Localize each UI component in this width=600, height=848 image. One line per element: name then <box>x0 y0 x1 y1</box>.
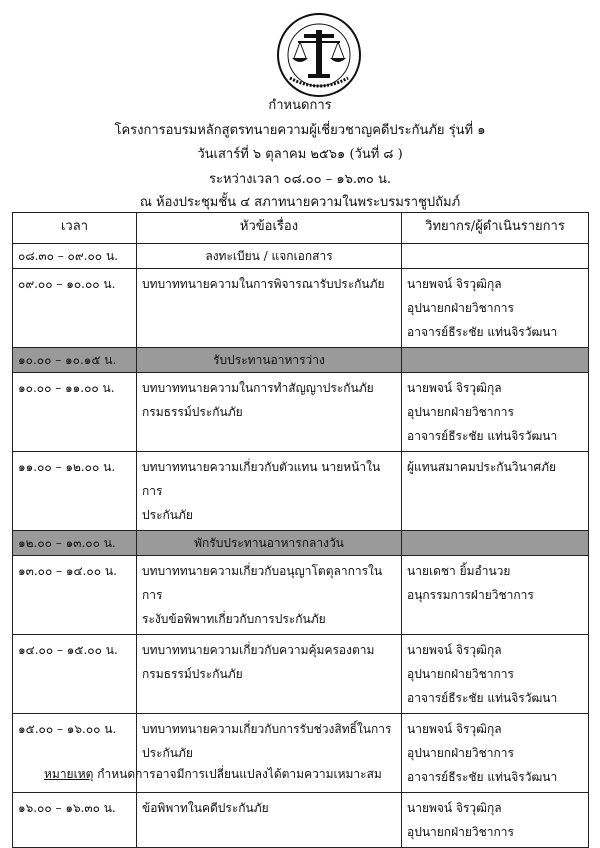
time-cell: ๑๒.๐๐ – ๑๓.๐๐ น. <box>13 531 137 556</box>
speaker-line: อุปนายกฝ่ายวิชาการ <box>407 825 514 839</box>
speaker-cell <box>402 452 589 531</box>
speaker-cell <box>402 635 589 714</box>
topic-line: ลงทะเบียน / แจกเอกสาร <box>205 249 333 263</box>
column-header-speaker: วิทยากร/ผู้ดำเนินรายการ <box>402 213 589 244</box>
speaker-cell <box>402 244 589 269</box>
speaker-cell <box>402 531 589 556</box>
event-date: วันเสาร์ที่ ๖ ตุลาคม ๒๕๖๑ (วันที่ ๘ ) <box>197 147 403 162</box>
topic-cell <box>137 556 402 635</box>
topic-cell <box>137 269 402 348</box>
speaker-line: อาจารย์ธีระชัย แท่นจิรวัฒนา <box>407 770 558 784</box>
time-cell: ๐๘.๓๐ – ๐๙.๐๐ น. <box>13 244 137 269</box>
footnote <box>44 765 382 784</box>
footnote-text: กำหนดการอาจมีการเปลี่ยนแปลงได้ตามความเหมาะสม <box>97 767 382 781</box>
event-time-range: ระหว่างเวลา ๐๘.๐๐ – ๑๖.๓๐ น. <box>209 172 391 187</box>
time-cell: ๑๐.๐๐ – ๑๑.๐๐ น. <box>13 373 137 452</box>
speaker-line: อาจารย์ธีระชัย แท่นจิรวัฒนา <box>407 325 558 339</box>
speaker-cell <box>402 269 589 348</box>
table-row <box>13 635 589 714</box>
speaker-line: อุปนายกฝ่ายวิชาการ <box>407 667 514 681</box>
table-row <box>13 373 589 452</box>
topic-line: บทบาททนายความในการทำสัญญาประกันภัย <box>142 381 374 395</box>
speaker-line: อนุกรรมการฝ่ายวิชาการ <box>407 588 534 602</box>
speaker-line: อุปนายกฝ่ายวิชาการ <box>407 405 514 419</box>
speaker-line: นายพจน์ จิรวุฒิกุล <box>407 277 502 291</box>
topic-cell <box>137 531 402 556</box>
topic-line: กรมธรรม์ประกันภัย <box>142 667 243 681</box>
topic-line: กรมธรรม์ประกันภัย <box>142 405 243 419</box>
time-cell: ๑๑.๐๐ – ๑๒.๐๐ น. <box>13 452 137 531</box>
speaker-cell <box>402 373 589 452</box>
topic-cell <box>137 452 402 531</box>
topic-line: ประกันภัย <box>142 746 193 760</box>
document-title: กำหนดการ <box>268 98 332 113</box>
topic-line: บทบาททนายความเกี่ยวกับการรับช่วงสิทธิ์ในการ <box>142 722 392 736</box>
topic-line: ข้อพิพาทในคดีประกันภัย <box>142 801 269 815</box>
time-cell: ๑๕.๐๐ – ๑๖.๐๐ น. <box>13 714 137 793</box>
schedule-table <box>12 212 589 848</box>
time-cell: ๐๙.๐๐ – ๑๐.๐๐ น. <box>13 269 137 348</box>
topic-line: รับประทานอาหารว่าง <box>213 353 325 367</box>
time-cell: ๑๖.๐๐ – ๑๖.๓๐ น. <box>13 793 137 848</box>
topic-line: บทบาททนายความในการพิจารณารับประกันภัย <box>142 277 385 291</box>
project-name: โครงการอบรมหลักสูตรทนายความผู้เชี่ยวชาญคดีประกันภัย รุ่นที่ ๑ <box>114 123 486 138</box>
speaker-line: นายพจน์ จิรวุฒิกุล <box>407 381 502 395</box>
topic-cell <box>137 348 402 373</box>
topic-cell <box>137 373 402 452</box>
speaker-line: ผู้แทนสมาคมประกันวินาศภัย <box>407 460 557 474</box>
topic-cell <box>137 793 402 848</box>
break-row <box>13 348 589 373</box>
speaker-cell <box>402 793 589 848</box>
speaker-line: อุปนายกฝ่ายวิชาการ <box>407 301 514 315</box>
speaker-line: นายเดชา ยิ้มอำนวย <box>407 564 511 578</box>
speaker-line: อุปนายกฝ่ายวิชาการ <box>407 746 514 760</box>
table-row <box>13 244 589 269</box>
table-row <box>13 793 589 848</box>
speaker-line: นายพจน์ จิรวุฒิกุล <box>407 722 502 736</box>
speaker-line: อาจารย์ธีระชัย แท่นจิรวัฒนา <box>407 429 558 443</box>
speaker-line: นายพจน์ จิรวุฒิกุล <box>407 801 502 815</box>
break-row <box>13 531 589 556</box>
table-row <box>13 452 589 531</box>
lawyers-council-seal-icon <box>276 12 362 98</box>
time-cell: ๑๓.๐๐ – ๑๔.๐๐ น. <box>13 556 137 635</box>
topic-line: บทบาททนายความเกี่ยวกับความคุ้มครองตาม <box>142 643 375 657</box>
topic-cell <box>137 635 402 714</box>
speaker-cell <box>402 714 589 793</box>
column-header-time: เวลา <box>13 213 137 244</box>
topic-line: ประกันภัย <box>142 508 193 522</box>
topic-cell <box>137 244 402 269</box>
topic-line: บทบาททนายความเกี่ยวกับอนุญาโตตุลาการในการ <box>142 564 383 602</box>
footnote-label: หมายเหตุ <box>44 767 94 781</box>
topic-line: ระงับข้อพิพาทเกี่ยวกับการประกันภัย <box>142 612 326 626</box>
column-header-topic: หัวข้อเรื่อง <box>137 213 402 244</box>
table-header-row <box>13 213 589 244</box>
time-cell: ๑๔.๐๐ – ๑๕.๐๐ น. <box>13 635 137 714</box>
topic-line: พักรับประทานอาหารกลางวัน <box>194 536 344 550</box>
speaker-cell <box>402 556 589 635</box>
speaker-line: นายพจน์ จิรวุฒิกุล <box>407 643 502 657</box>
table-row <box>13 269 589 348</box>
topic-line: บทบาททนายความเกี่ยวกับตัวแทน นายหน้าในการ <box>142 460 381 498</box>
time-cell: ๑๐.๐๐ – ๑๐.๑๕ น. <box>13 348 137 373</box>
speaker-line: อาจารย์ธีระชัย แท่นจิรวัฒนา <box>407 691 558 705</box>
table-row <box>13 556 589 635</box>
event-venue: ณ ห้องประชุมชั้น ๔ สภาทนายความในพระบรมราชูปถัมภ์ <box>139 195 461 210</box>
speaker-cell <box>402 348 589 373</box>
